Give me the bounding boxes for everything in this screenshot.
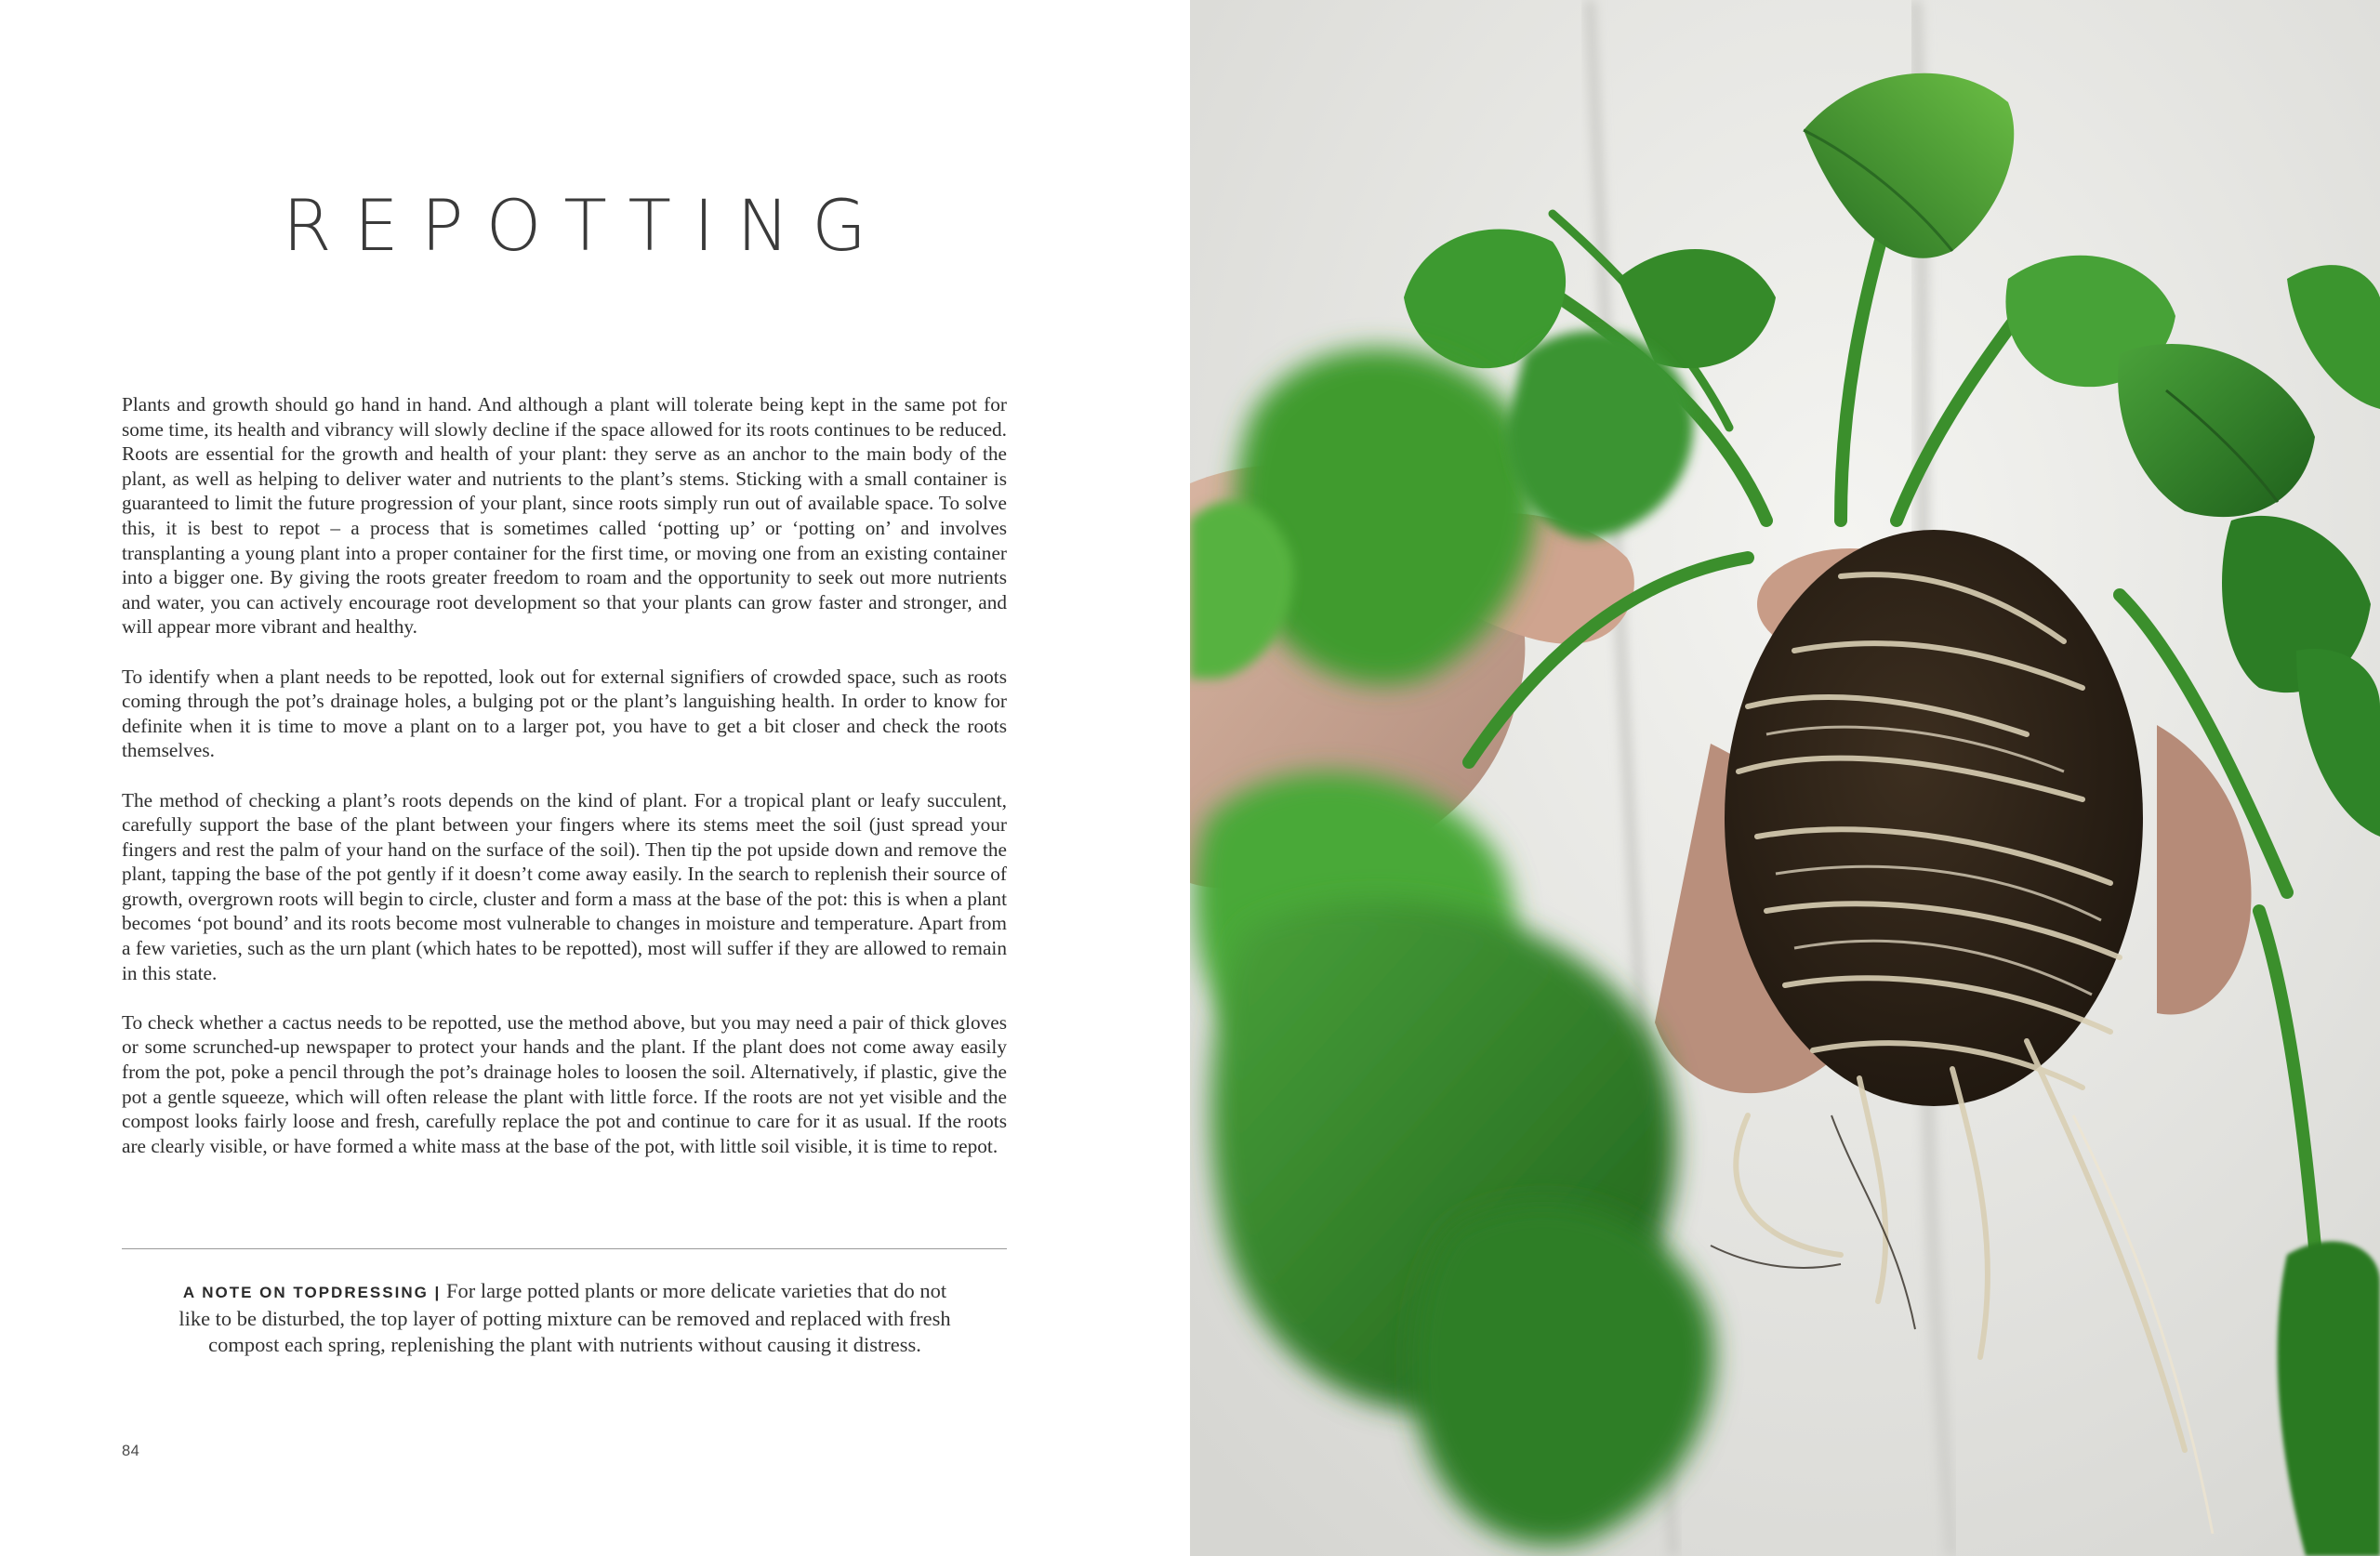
paragraph: To check whether a cactus needs to be repotted, use the method above, but you may need a pair of thick gloves or some scrunched-up newspaper to protect your hands and the plant. If the plant does not come away easily from the pot, poke a pencil through the pot’s drainage holes to loosen the soil. Alternatively, if plastic, give the pot a gentle squeeze, which will often release the plant with little force. If the roots are not yet visible and the compost looks fairly loose and fresh, carefully replace the pot and continue to care for it as usual. If the roots are clearly visible, or have formed a white mass at the base of the pot, with little soil visible, it is time to repot. — [122, 1010, 1007, 1157]
paragraph: To identify when a plant needs to be repotted, look out for external signifiers of crowded space, such as roots coming through the pot’s drainage holes, a bulging pot or the plant’s languishing health. In order to know for definite when it is time to move a plant on to a larger pot, you have to get a bit closer and check the roots themselves. — [122, 665, 1007, 762]
paragraph: The method of checking a plant’s roots depends on the kind of plant. For a tropical plant or leafy succulent, carefully support the base of the plant between your fingers where its stems meet the soil (just spread your fingers and rest the palm of your hand on the surface of the soil). Then tip the pot upside down and remove the plant, tapping the base of the pot gently if it doesn’t come away easily. In the search to replenish their source of growth, overgrown roots will begin to circle, cluster and form a mass at the base of the pot: this is when a plant becomes ‘pot bound’ and its roots become most vulnerable to changes in moisture and temperature. Apart from a few varieties, such as the urn plant (which hates to be repotted), most will suffer if they are allowed to remain in this state. — [122, 788, 1007, 984]
paragraph: Plants and growth should go hand in hand. And although a plant will tolerate being kept in the same pot for some time, its health and vibrancy will slowly decline if the space allowed for its roots continues to be reduced. Roots are essential for the growth and health of your plant: they serve as an anchor to the main body of the plant, as well as helping to deliver water and nutrients to the plant’s stems. Sticking with a small container is guaranteed to limit the future progression of your plant, since roots simply run out of available space. To solve this, it is best to repot – a process that is sometimes called ‘potting up’ or ‘potting on’ and involves transplanting a young plant into a proper container for the first time, or moving one from an existing container into a bigger one. By giving the roots greater freedom to roam and the opportunity to seek out more nutrients and water, you can actively encourage root development so that your plants can grow faster and stronger, and will appear more vibrant and healthy. — [122, 393, 1007, 639]
topdressing-note — [167, 1278, 962, 1358]
photo-illustration — [1190, 0, 2380, 1556]
page-title: REPOTTING — [282, 184, 890, 267]
section-divider — [122, 1248, 1007, 1249]
plant-photo — [1190, 0, 2380, 1556]
note-heading: A NOTE ON TOPDRESSING | — [182, 1284, 442, 1301]
body-text — [122, 392, 1007, 1183]
page-number: 84 — [122, 1443, 140, 1459]
note-text: For large potted plants or more delicate varieties that do not like to be disturbed, the top layer of potting mixture can be removed and replaced with fresh compost each spring, replenishing the plant with nutrients without causing it distress. — [178, 1279, 951, 1356]
